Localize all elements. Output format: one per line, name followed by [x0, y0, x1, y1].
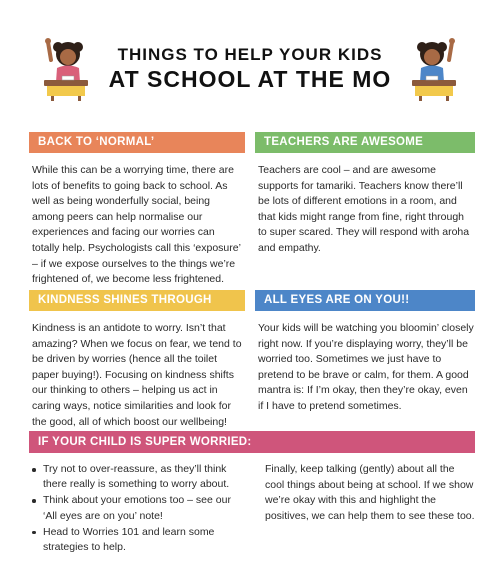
- section-teachers-are-awesome: [255, 132, 475, 282]
- title-line-1: THINGS TO HELP YOUR KIDS: [117, 45, 383, 64]
- section-super-worried: [29, 431, 475, 561]
- list-item: Head to Worries 101 and learn some strategies to help.: [29, 525, 247, 555]
- section-heading: ALL EYES ARE ON YOU!!: [255, 290, 475, 311]
- section-heading: BACK TO ‘NORMAL’: [29, 132, 245, 153]
- title-line-2: AT SCHOOL AT THE MO: [108, 66, 392, 92]
- section-text: While this can be a worrying time, there are lots of benefits to going back to school. As well as being wonderfully social, being among peers can help normalise our experiences and facing our worries can totally help. Psychologists call this ‘exposure’ – if we expose ourselves to the things we’re frightened of, we become less frightened.: [32, 164, 241, 286]
- list-item: Try not to over-reassure, as they’ll think there really is something to worry about.: [29, 462, 247, 492]
- closing-text: Finally, keep talking (gently) about all the cool things about being at school. If we show we’re okay with this and highlight the positives, we can help them to see these too.: [265, 463, 475, 522]
- section-heading: KINDNESS SHINES THROUGH: [29, 290, 245, 311]
- section-text: Kindness is an antidote to worry. Isn’t that amazing? When we focus on fear, we tend to be driven by worries (hence all the toilet paper buying!). Focusing on kindness shifts our thinking to others – helping us act in caring ways, notice similarities and look for the good, all of which boost our wellbeing!: [32, 322, 242, 428]
- section-kindness-shines-through: [29, 290, 245, 430]
- child-at-desk-illustration-right: [406, 38, 462, 102]
- section-all-eyes-on-you: [255, 290, 475, 430]
- section-heading: IF YOUR CHILD IS SUPER WORRIED:: [29, 431, 475, 453]
- list-item: Think about your emotions too – see our ‘All eyes are on you’ note!: [29, 493, 247, 523]
- section-heading: TEACHERS ARE AWESOME: [255, 132, 475, 153]
- header: [0, 0, 500, 120]
- section-text: Your kids will be watching you bloomin’ closely right now. If you’re displaying worry, they’ll be worried too. Sometimes we just have to pretend to be brave or calm, for them. A good mantra is: If I’m okay, then they’re okay, even if I have to pretend sometimes.: [258, 322, 474, 412]
- section-text: Teachers are cool – and are awesome supports for tamariki. Teachers know there’ll be lots of different emotions in a room, and that kids might range from fine, right through to super scared. They will respond with aroha and empathy.: [258, 164, 470, 254]
- section-back-to-normal: [29, 132, 245, 286]
- tips-list: [29, 462, 247, 556]
